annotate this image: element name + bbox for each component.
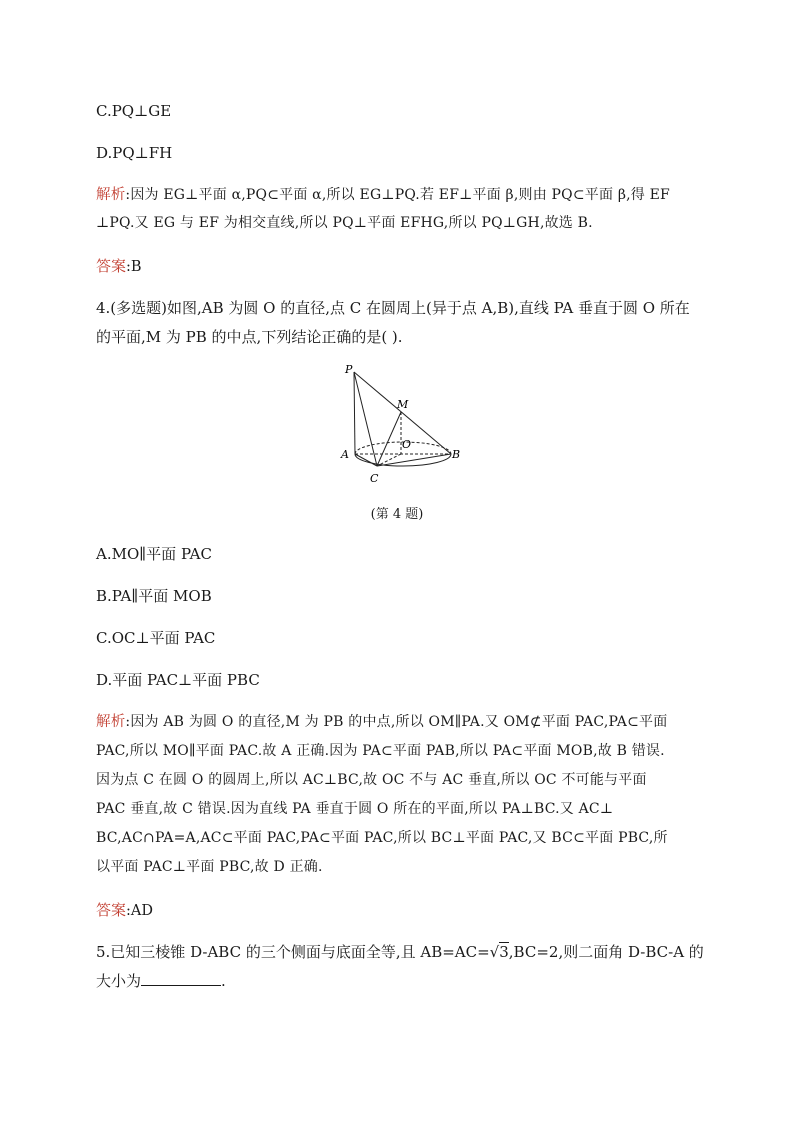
q5-stem-line-2 [96, 971, 226, 991]
q3-solution-text-1: :因为 EG⊥平面 α,PQ⊂平面 α,所以 EG⊥PQ.若 EF⊥平面 β,则由 PQ⊂平面 β,得 EF [125, 187, 670, 203]
q4-stem-line-2: 的平面,M 为 PB 的中点,下列结论正确的是( ). [96, 328, 403, 346]
q3-solution-label: 解析 [96, 187, 126, 203]
q4-geometry-figure [337, 360, 461, 490]
q3-answer [96, 256, 142, 277]
q5-stem-text-2: 大小为 [96, 972, 142, 990]
q4-stem-line-1: 4.(多选题)如图,AB 为圆 O 的直径,点 C 在圆周上(异于点 A,B),直线 PA 垂直于圆 O 所在 [96, 299, 690, 317]
q3-option-d: D.PQ⊥FH [96, 144, 173, 162]
q4-solution-line-3: 因为点 C 在圆 O 的圆周上,所以 AC⊥BC,故 OC 不与 AC 垂直,所以 OC 不可能与平面 [96, 772, 647, 788]
circle-front-arc [355, 454, 451, 466]
q4-solution-line-4: PAC 垂直,故 C 错误.因为直线 PA 垂直于圆 O 所在的平面,所以 PA⊥BC.又 AC⊥ [96, 801, 614, 817]
segment-pa [354, 372, 355, 454]
q4-answer [96, 900, 153, 921]
q4-option-d: D.平面 PAC⊥平面 PBC [96, 671, 260, 689]
segment-pc [354, 372, 377, 466]
q3-solution-line-1 [96, 185, 670, 205]
label-o: O [402, 438, 412, 451]
q4-option-c: C.OC⊥平面 PAC [96, 629, 216, 647]
q3-solution-line-2: ⊥PQ.又 EG 与 EF 为相交直线,所以 PQ⊥平面 EFHG,所以 PQ⊥GH,故选 B. [96, 215, 593, 231]
q4-solution-line-6: 以平面 PAC⊥平面 PBC,故 D 正确. [96, 859, 323, 875]
q4-answer-value: :AD [126, 903, 153, 919]
segment-ac [355, 454, 377, 466]
answer-blank[interactable] [141, 971, 221, 986]
segment-cm [377, 412, 401, 466]
label-p: P [345, 363, 353, 376]
q5-stem-part-1: 5.已知三棱锥 D-ABC 的三个侧面与底面全等,且 AB=AC= [96, 943, 490, 961]
q4-solution-line-2: PAC,所以 MO∥平面 PAC.故 A 正确.因为 PA⊂平面 PAB,所以 PA⊂平面 MOB,故 B 错误. [96, 743, 665, 759]
sqrt-radicand: 3 [499, 943, 509, 961]
sqrt-expression [490, 942, 509, 962]
label-m: M [397, 398, 409, 411]
q3-option-c: C.PQ⊥GE [96, 102, 172, 120]
q5-stem-line-1 [96, 942, 704, 962]
q4-solution-text-1: :因为 AB 为圆 O 的直径,M 为 PB 的中点,所以 OM∥PA.又 OM⊄平面 PAC,PA⊂平面 [125, 714, 668, 730]
q3-answer-value: :B [126, 259, 142, 275]
q4-answer-label: 答案 [96, 901, 127, 919]
label-b: B [452, 448, 461, 461]
segment-cb [377, 454, 451, 466]
q4-option-b: B.PA∥平面 MOB [96, 587, 212, 605]
label-a: A [341, 448, 349, 461]
label-c: C [370, 472, 379, 485]
q4-solution-line-5: BC,AC∩PA=A,AC⊂平面 PAC,PA⊂平面 PAC,所以 BC⊥平面 PAC,又 BC⊂平面 PBC,所 [96, 830, 668, 846]
q5-stem-part-2: ,BC=2,则二面角 D-BC-A 的 [508, 943, 704, 961]
q4-option-a: A.MO∥平面 PAC [96, 545, 212, 563]
q4-solution-line-1 [96, 712, 667, 732]
sqrt-symbol: √ [489, 943, 500, 961]
q5-stem-end: . [221, 972, 226, 990]
figure-caption: (第 4 题) [370, 507, 424, 522]
q4-solution-label: 解析 [96, 714, 126, 730]
q3-answer-label: 答案 [96, 257, 127, 275]
